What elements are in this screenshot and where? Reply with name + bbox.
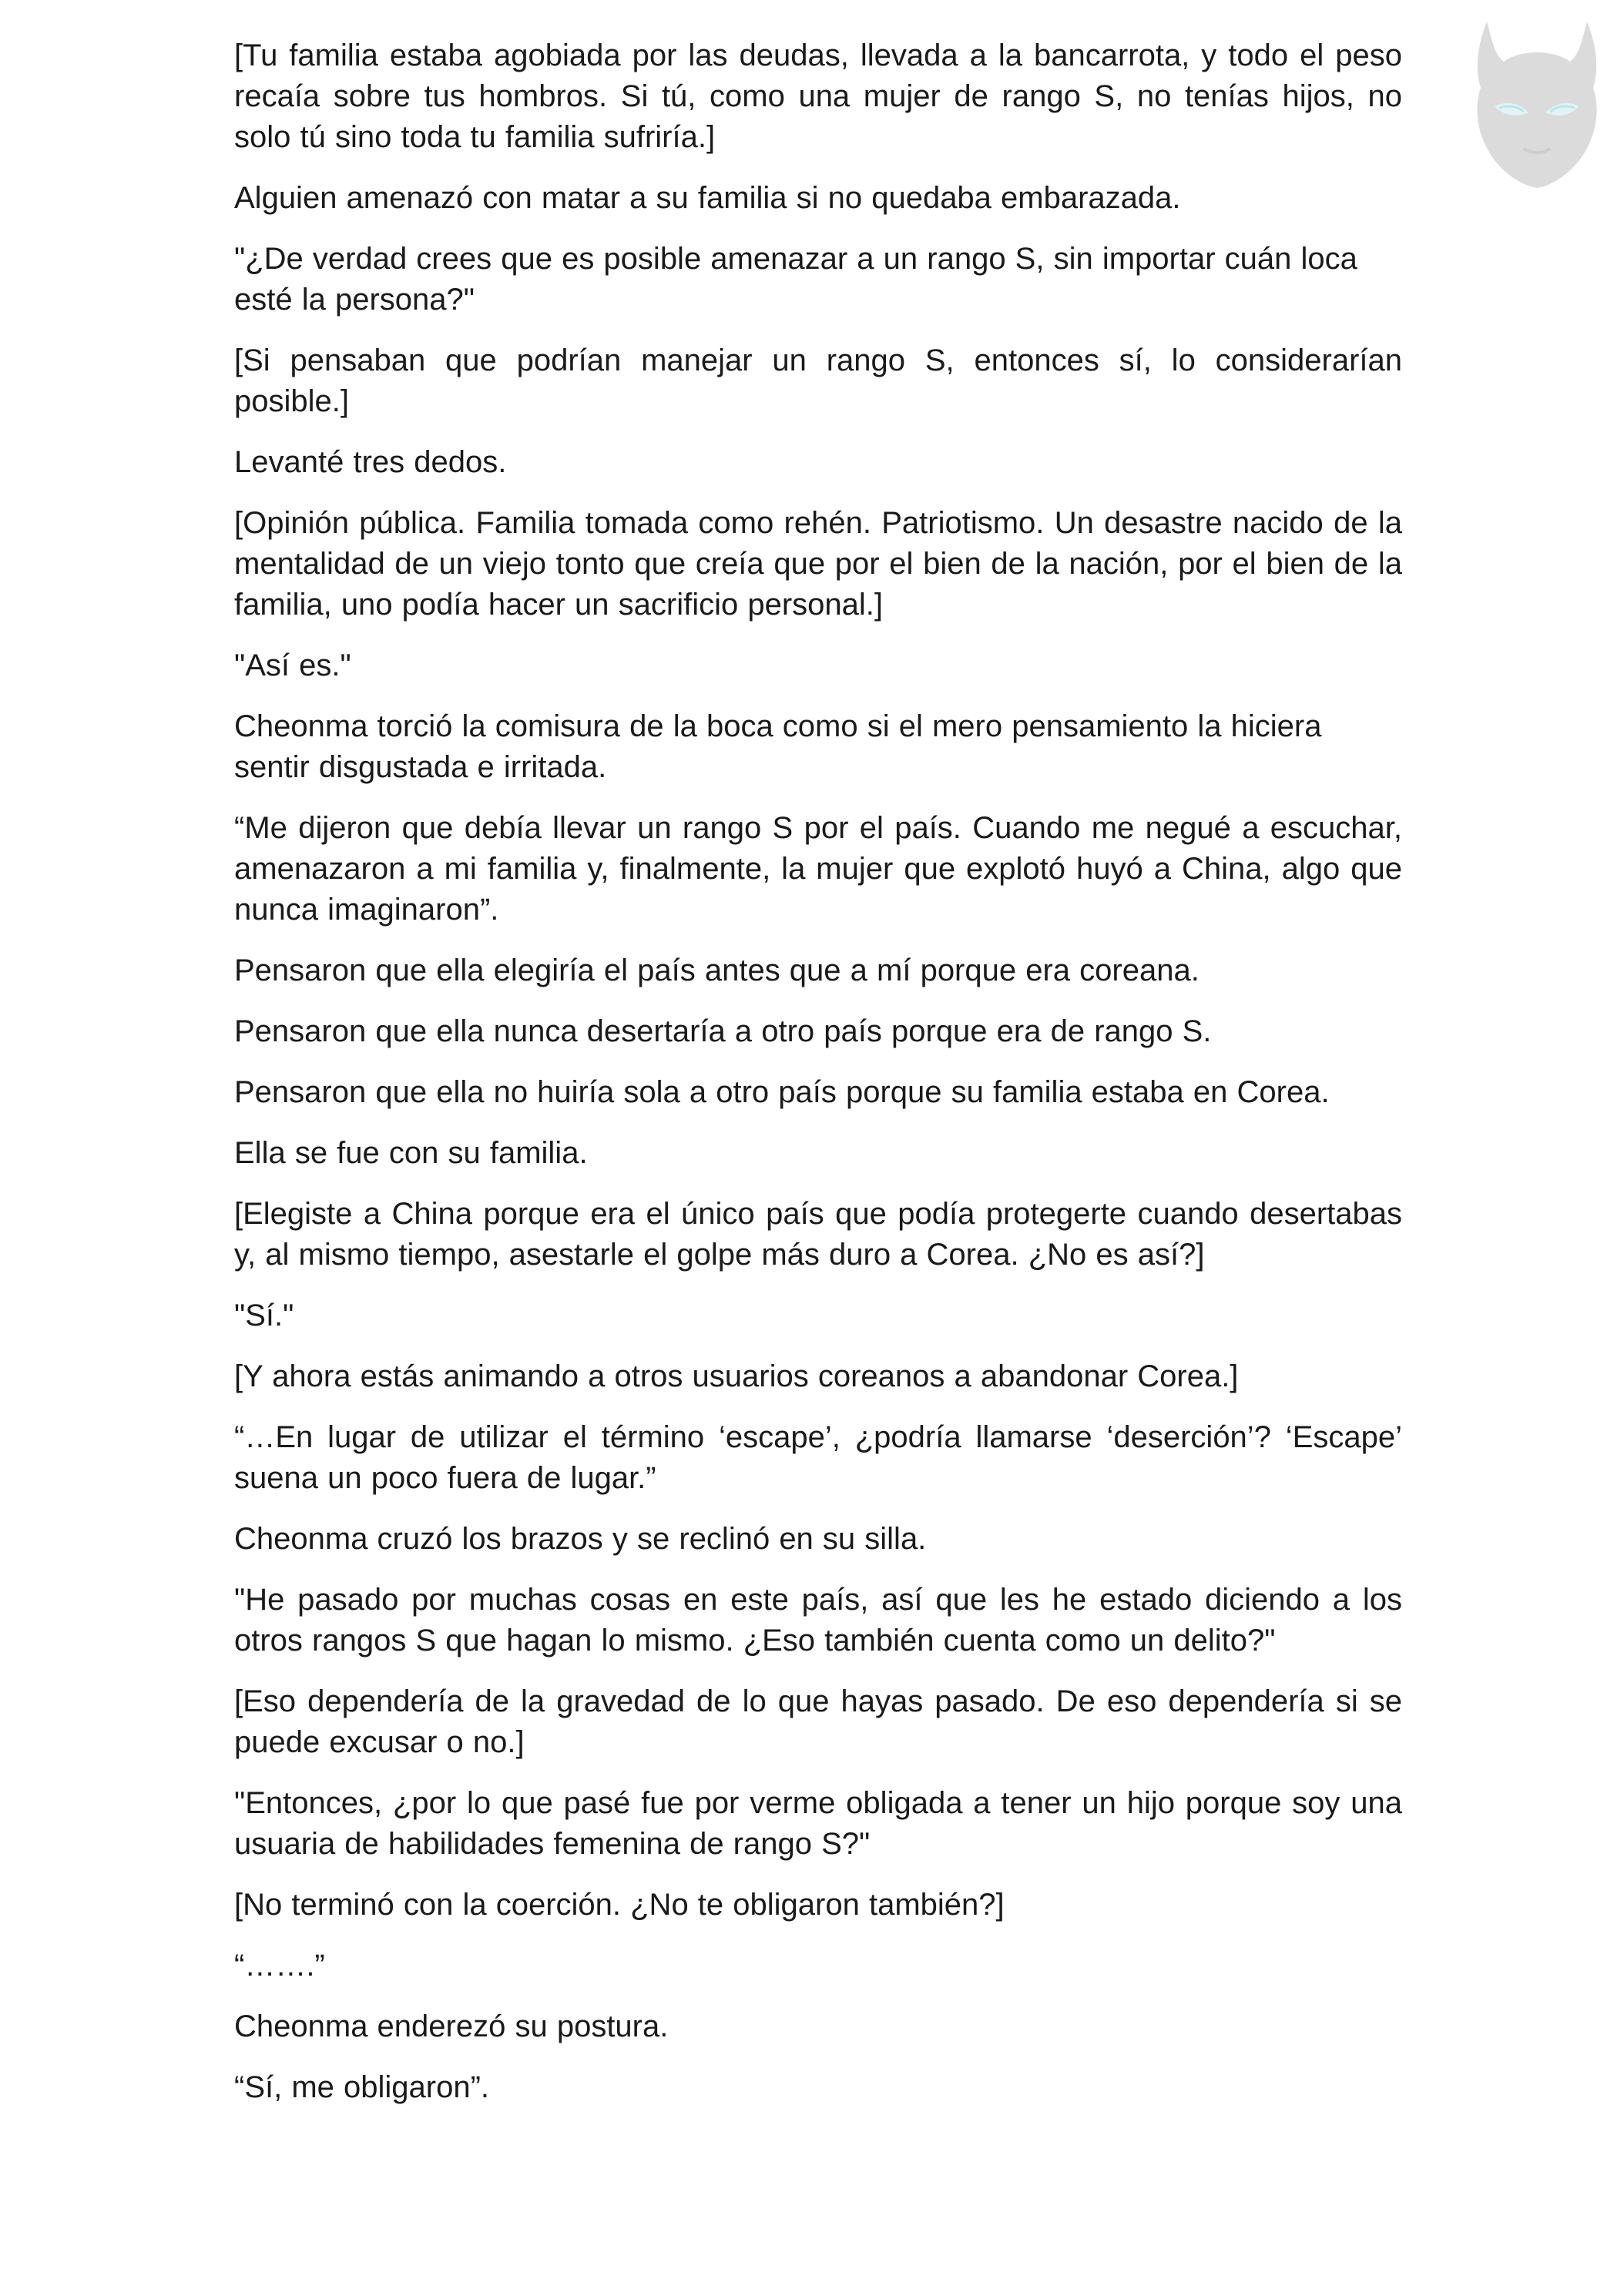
paragraph: "He pasado por muchas cosas en este país, así que les he estado diciendo a los otros rangos S que hagan lo mismo. ¿Eso también cuenta como un delito?" — [234, 1583, 1402, 1657]
demon-head-watermark-icon — [1464, 14, 1610, 191]
paragraph: “…….” — [234, 1949, 325, 1983]
paragraph: “Me dijeron que debía llevar un rango S por el país. Cuando me negué a escuchar, amenazaron a mi familia y, finalmente, la mujer que explotó huyó a China, algo que nunca imaginaron”. — [234, 811, 1402, 927]
paragraph: [Eso dependería de la gravedad de lo que hayas pasado. De eso dependería si se puede excusar o no.] — [234, 1684, 1402, 1759]
paragraph: "Así es." — [234, 649, 351, 682]
paragraph: Ella se fue con su familia. — [234, 1136, 588, 1170]
paragraph: Pensaron que ella elegiría el país antes que a mí porque era coreana. — [234, 954, 1200, 987]
paragraph: Alguien amenazó con matar a su familia si no quedaba embarazada. — [234, 181, 1181, 215]
paragraph: Cheonma enderezó su postura. — [234, 2009, 669, 2043]
paragraph: "¿De verdad crees que es posible amenazar a un rango S, sin importar cuán loca esté la persona?" — [234, 242, 1357, 317]
paragraph: “Sí, me obligaron”. — [234, 2070, 490, 2104]
paragraph: "Entonces, ¿por lo que pasé fue por verme obligada a tener un hijo porque soy una usuaria de habilidades femenina de rango S?" — [234, 1786, 1402, 1861]
paragraph: Pensaron que ella no huiría sola a otro país porque su familia estaba en Corea. — [234, 1075, 1330, 1109]
paragraph: [Si pensaban que podrían manejar un rango S, entonces sí, lo considerarían posible.] — [234, 344, 1402, 418]
paragraph: Cheonma torció la comisura de la boca como si el mero pensamiento la hiciera sentir disgustada e irritada. — [234, 709, 1322, 784]
paragraph: Pensaron que ella nunca desertaría a otro país porque era de rango S. — [234, 1014, 1212, 1048]
paragraph: [Opinión pública. Familia tomada como rehén. Patriotismo. Un desastre nacido de la mentalidad de un viejo tonto que creía que por el bien de la nación, por el bien de la familia, uno podía hacer un sacrificio personal.] — [234, 506, 1402, 622]
paragraph: Cheonma cruzó los brazos y se reclinó en su silla. — [234, 1522, 927, 1556]
paragraph: [Y ahora estás animando a otros usuarios coreanos a abandonar Corea.] — [234, 1359, 1239, 1393]
paragraph: [No terminó con la coerción. ¿No te obligaron también?] — [234, 1888, 1005, 1922]
paragraph: [Tu familia estaba agobiada por las deudas, llevada a la bancarrota, y todo el peso recaía sobre tus hombros. Si tú, como una mujer de rango S, no tenías hijos, no solo tú sino toda tu familia sufriría.] — [234, 39, 1402, 154]
paragraph: “…En lugar de utilizar el término ‘escape’, ¿podría llamarse ‘deserción’? ‘Escape’ suena un poco fuera de lugar.” — [234, 1420, 1402, 1495]
paragraph: [Elegiste a China porque era el único país que podía protegerte cuando desertabas y, al mismo tiempo, asestarle el golpe más duro a Corea. ¿No es así?] — [234, 1197, 1402, 1272]
paragraph: Levanté tres dedos. — [234, 445, 507, 479]
paragraph: "Sí." — [234, 1299, 294, 1332]
document-page — [234, 35, 1402, 2128]
